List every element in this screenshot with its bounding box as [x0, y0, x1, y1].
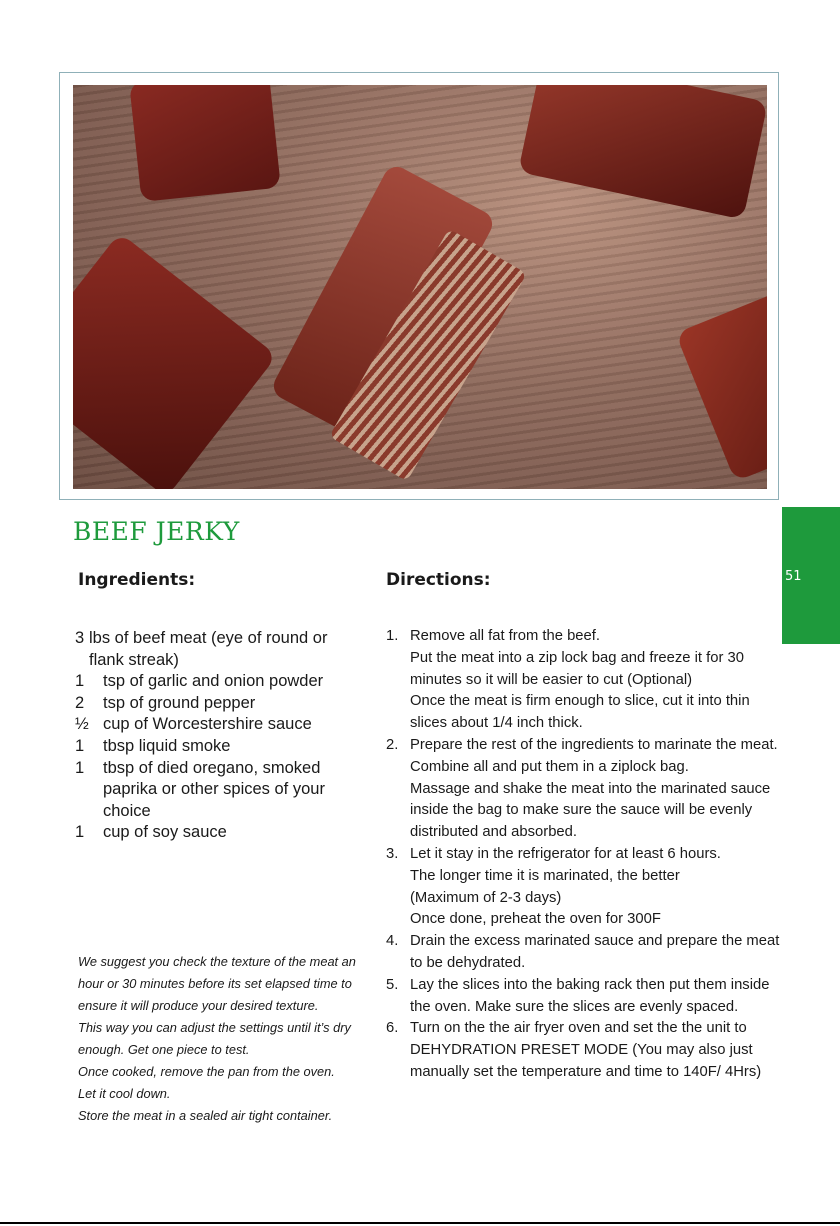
- step-line: Once the meat is firm enough to slice, cut it into thin slices about 1/4 inch thick.: [410, 693, 750, 732]
- note-line: This way you can adjust the settings until it’s dry enough. Get one piece to test.: [78, 1020, 351, 1057]
- ingredient-item: [75, 822, 365, 844]
- note-line: Let it cool down.: [78, 1086, 171, 1101]
- beef-jerky-photo: [73, 85, 767, 489]
- ingredient-text: tsp of garlic and onion powder: [103, 672, 324, 691]
- ingredient-item: [75, 693, 365, 715]
- ingredient-text: tbsp of died oregano, smoked paprika or other spices of your choice: [103, 758, 325, 820]
- ingredients-list: [75, 628, 365, 844]
- ingredient-item: [75, 714, 365, 736]
- direction-step: [386, 975, 784, 1019]
- direction-step: [386, 735, 784, 844]
- recipe-title: BEEF JERKY: [73, 517, 240, 546]
- ingredient-qty: ½: [75, 715, 89, 734]
- step-line: Drain the excess marinated sauce and prepare the meat to be dehydrated.: [410, 933, 780, 971]
- page-number-tab: [782, 507, 840, 644]
- step-line: Once done, preheat the oven for 300F: [410, 911, 661, 928]
- note-line: Once cooked, remove the pan from the oven.: [78, 1064, 335, 1079]
- step-line: Let it stay in the refrigerator for at least 6 hours.: [410, 845, 721, 862]
- step-line: Massage and shake the meat into the marinated sauce inside the bag to make sure the sauce will be evenly distributed and absorbed.: [410, 780, 771, 841]
- step-line: The longer time it is marinated, the better: [410, 867, 680, 884]
- step-number: 2.: [386, 736, 399, 753]
- ingredient-item: [75, 671, 365, 693]
- ingredient-qty: 3: [75, 629, 85, 647]
- ingredient-item: [75, 628, 365, 671]
- step-number: 4.: [386, 933, 399, 950]
- ingredient-qty: 1: [75, 823, 85, 842]
- directions-heading: Directions:: [386, 570, 491, 590]
- ingredient-qty: 1: [75, 758, 85, 777]
- ingredient-qty: 2: [75, 693, 85, 712]
- ingredient-text: tsp of ground pepper: [103, 693, 256, 712]
- step-line: Combine all and put them in a ziplock bag.: [410, 758, 689, 775]
- ingredient-text: cup of soy sauce: [103, 823, 227, 842]
- ingredient-text: tbsp liquid smoke: [103, 736, 231, 755]
- direction-step: [386, 844, 784, 931]
- step-line: Prepare the rest of the ingredients to marinate the meat.: [410, 736, 778, 753]
- step-line: Turn on the the air fryer oven and set the the unit to DEHYDRATION PRESET MODE (You may also just manually set the temperature and time to 140F/ 4Hrs): [410, 1020, 762, 1080]
- note-line: Store the meat in a sealed air tight container.: [78, 1108, 333, 1123]
- ingredient-qty: 1: [75, 736, 85, 755]
- ingredient-text: cup of Worcestershire sauce: [103, 715, 312, 734]
- direction-step: [386, 1018, 784, 1083]
- ingredient-item: [75, 736, 365, 758]
- step-number: 3.: [386, 845, 399, 862]
- jerky-piece: [675, 288, 767, 481]
- directions-list: [386, 626, 784, 1084]
- ingredient-qty: 1: [75, 672, 85, 691]
- jerky-piece: [518, 85, 767, 220]
- step-line: Put the meat into a zip lock bag and freeze it for 30 minutes so it will be easier to cut (Optional): [410, 649, 744, 688]
- step-line: Remove all fat from the beef.: [410, 628, 600, 644]
- direction-step: [386, 931, 784, 975]
- ingredient-text: lbs of beef meat (eye of round or flank streak): [89, 629, 328, 669]
- ingredients-heading: Ingredients:: [78, 570, 196, 590]
- photo-frame: [59, 72, 779, 500]
- note-line: We suggest you check the texture of the meat an hour or 30 minutes before its set elapsed time to ensure it will produce your desired texture.: [78, 954, 356, 1013]
- step-number: 6.: [386, 1020, 399, 1037]
- step-number: 1.: [386, 628, 399, 644]
- direction-step: [386, 626, 784, 735]
- step-line: (Maximum of 2-3 days): [410, 889, 562, 906]
- jerky-piece: [129, 85, 281, 202]
- step-line: Lay the slices into the baking rack then put them inside the oven. Make sure the slices are evenly spaced.: [410, 976, 770, 1015]
- cooking-tip-note: [78, 951, 370, 1127]
- jerky-piece: [73, 233, 277, 489]
- step-number: 5.: [386, 976, 399, 993]
- ingredient-item: [75, 758, 365, 823]
- page-number: 51: [785, 569, 802, 584]
- bottom-rule: [0, 1222, 840, 1224]
